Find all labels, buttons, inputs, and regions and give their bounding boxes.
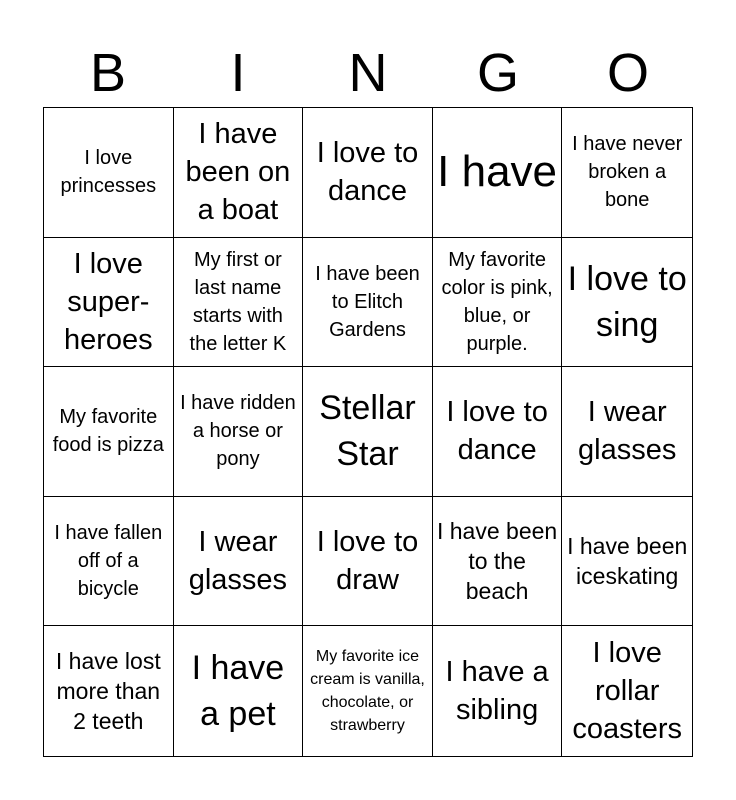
bingo-cell[interactable] (174, 367, 304, 497)
bingo-cell[interactable] (433, 367, 563, 497)
header-letter-o: O (606, 43, 649, 103)
cell-text: Stellar Star (319, 389, 416, 474)
cell-text: I love to draw (316, 526, 419, 597)
cell-text: I wear glasses (578, 396, 677, 467)
cell-text: I have been on a boat (185, 118, 291, 227)
bingo-cell[interactable] (44, 108, 174, 238)
cell-text: I have fallen off of a bicycle (54, 522, 163, 601)
cell-text: I have been iceskating (567, 533, 688, 590)
bingo-cell-free-space[interactable] (303, 367, 433, 497)
bingo-cell[interactable] (562, 238, 692, 368)
header-letter-b: B (89, 43, 127, 103)
bingo-cell[interactable] (44, 626, 174, 756)
bingo-board (43, 107, 693, 757)
cell-text: I wear glasses (188, 526, 288, 597)
bingo-cell[interactable] (44, 367, 174, 497)
bingo-cell[interactable] (562, 108, 692, 238)
bingo-cell[interactable] (44, 497, 174, 627)
bingo-cell[interactable] (433, 238, 563, 368)
cell-text: I have ridden a horse or pony (180, 392, 296, 471)
bingo-cell[interactable] (562, 367, 692, 497)
cell-text: I love rollar coasters (572, 637, 682, 746)
bingo-cell[interactable] (562, 497, 692, 627)
cell-text: I have been to Elitch Gardens (315, 262, 420, 341)
cell-text: I have lost more than 2 teeth (55, 648, 161, 735)
bingo-cell[interactable] (174, 626, 304, 756)
cell-text: I love princesses (60, 147, 157, 198)
bingo-cell[interactable] (174, 238, 304, 368)
header-letter-g: G (476, 43, 519, 103)
bingo-cell[interactable] (174, 497, 304, 627)
cell-text: I love to dance (316, 137, 419, 208)
cell-text: My first or last name starts with the letter K (189, 248, 287, 355)
cell-text: My favorite color is pink, blue, or purple. (441, 248, 553, 355)
cell-text: I love to dance (446, 396, 548, 467)
bingo-header (43, 40, 693, 106)
bingo-cell[interactable] (303, 108, 433, 238)
bingo-cell[interactable] (303, 497, 433, 627)
header-letter-n: N (348, 43, 388, 103)
bingo-cell[interactable] (433, 626, 563, 756)
bingo-cell[interactable] (44, 238, 174, 368)
cell-text: I love super-heroes (63, 247, 153, 356)
cell-text: I have been to the beach (436, 518, 558, 605)
cell-text: I have a sibling (445, 656, 549, 727)
bingo-cell[interactable] (303, 238, 433, 368)
header-letter-i: I (230, 43, 246, 103)
cell-text: I have never broken a bone (572, 133, 683, 212)
bingo-cell[interactable] (433, 497, 563, 627)
bingo-cell[interactable] (303, 626, 433, 756)
cell-text: I love to sing (567, 259, 687, 344)
cell-text: My favorite food is pizza (52, 406, 164, 457)
bingo-cell[interactable] (174, 108, 304, 238)
cell-text: My favorite ice cream is vanilla, chocolate, or strawberry (310, 648, 425, 735)
bingo-cell[interactable] (433, 108, 563, 238)
cell-text: I have a pet (191, 649, 285, 734)
bingo-cell[interactable] (562, 626, 692, 756)
cell-text: I have (437, 147, 558, 197)
